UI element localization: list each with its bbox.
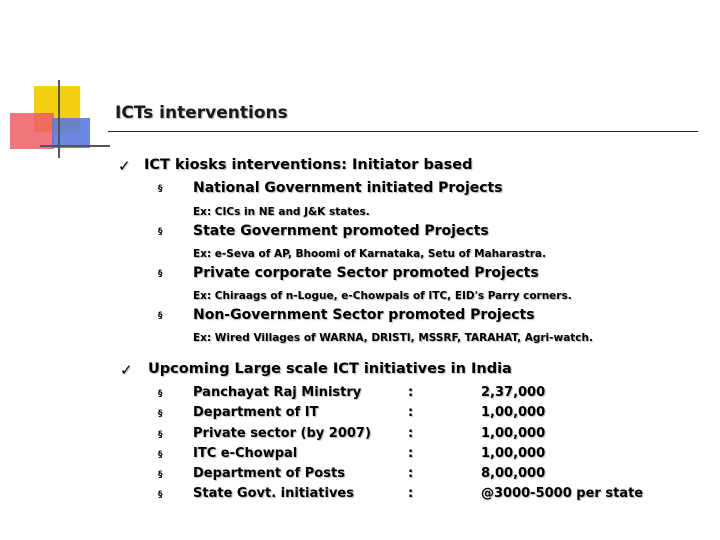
list-item-example: Ex: Wired Villages of WARNA, DRISTI, MSSRF, TARAHAT, Agri-watch. (193, 332, 593, 344)
bullet-icon: § (158, 311, 163, 321)
list-item-label: National Government initiated Projects (193, 180, 503, 196)
bullet-icon: § (158, 184, 163, 194)
table-row-separator: : (408, 466, 414, 481)
table-row-value: 2,37,000 (481, 385, 546, 400)
table-row-separator: : (408, 426, 414, 441)
table-row-name: Department of IT (193, 405, 319, 420)
bullet-icon: § (158, 389, 163, 399)
table-row-name: State Govt. initiatives (193, 486, 354, 501)
table-row-separator: : (408, 385, 414, 400)
table-row-value: @3000-5000 per state (481, 486, 644, 501)
title-rule (108, 131, 698, 132)
list-item-label: Non-Government Sector promoted Projects (193, 307, 535, 323)
section2-heading: Upcoming Large scale ICT initiatives in India (148, 361, 512, 377)
table-row-value: 1,00,000 (481, 446, 546, 461)
bullet-icon: § (158, 490, 163, 500)
table-row-separator: : (408, 405, 414, 420)
check-icon: ✓ (118, 157, 131, 175)
table-row-name: Panchayat Raj Ministry (193, 385, 362, 400)
table-row-value: 1,00,000 (481, 426, 546, 441)
table-row-value: 1,00,000 (481, 405, 546, 420)
table-row-separator: : (408, 486, 414, 501)
table-row-value: 8,00,000 (481, 466, 546, 481)
page-title: ICTs interventions (115, 103, 288, 123)
table-row-name: Department of Posts (193, 466, 345, 481)
list-item-example: Ex: e-Seva of AP, Bhoomi of Karnataka, Setu of Maharastra. (193, 248, 546, 260)
bullet-icon: § (158, 450, 163, 460)
bullet-icon: § (158, 470, 163, 480)
section1-heading: ICT kiosks interventions: Initiator based (144, 157, 473, 173)
bullet-icon: § (158, 430, 163, 440)
list-item-example: Ex: Chiraags of n-Logue, e-Chowpals of ITC, EID's Parry corners. (193, 290, 572, 302)
table-row-name: ITC e-Chowpal (193, 446, 298, 461)
list-item-label: Private corporate Sector promoted Projects (193, 265, 539, 281)
bullet-icon: § (158, 227, 163, 237)
bullet-icon: § (158, 269, 163, 279)
bullet-icon: § (158, 409, 163, 419)
check-icon: ✓ (120, 361, 133, 379)
table-row-separator: : (408, 446, 414, 461)
logo-red-square (10, 113, 54, 149)
list-item-label: State Government promoted Projects (193, 223, 489, 239)
table-row-name: Private sector (by 2007) (193, 426, 371, 441)
logo-horizontal-line (40, 145, 110, 147)
list-item-example: Ex: CICs in NE and J&K states. (193, 206, 370, 218)
